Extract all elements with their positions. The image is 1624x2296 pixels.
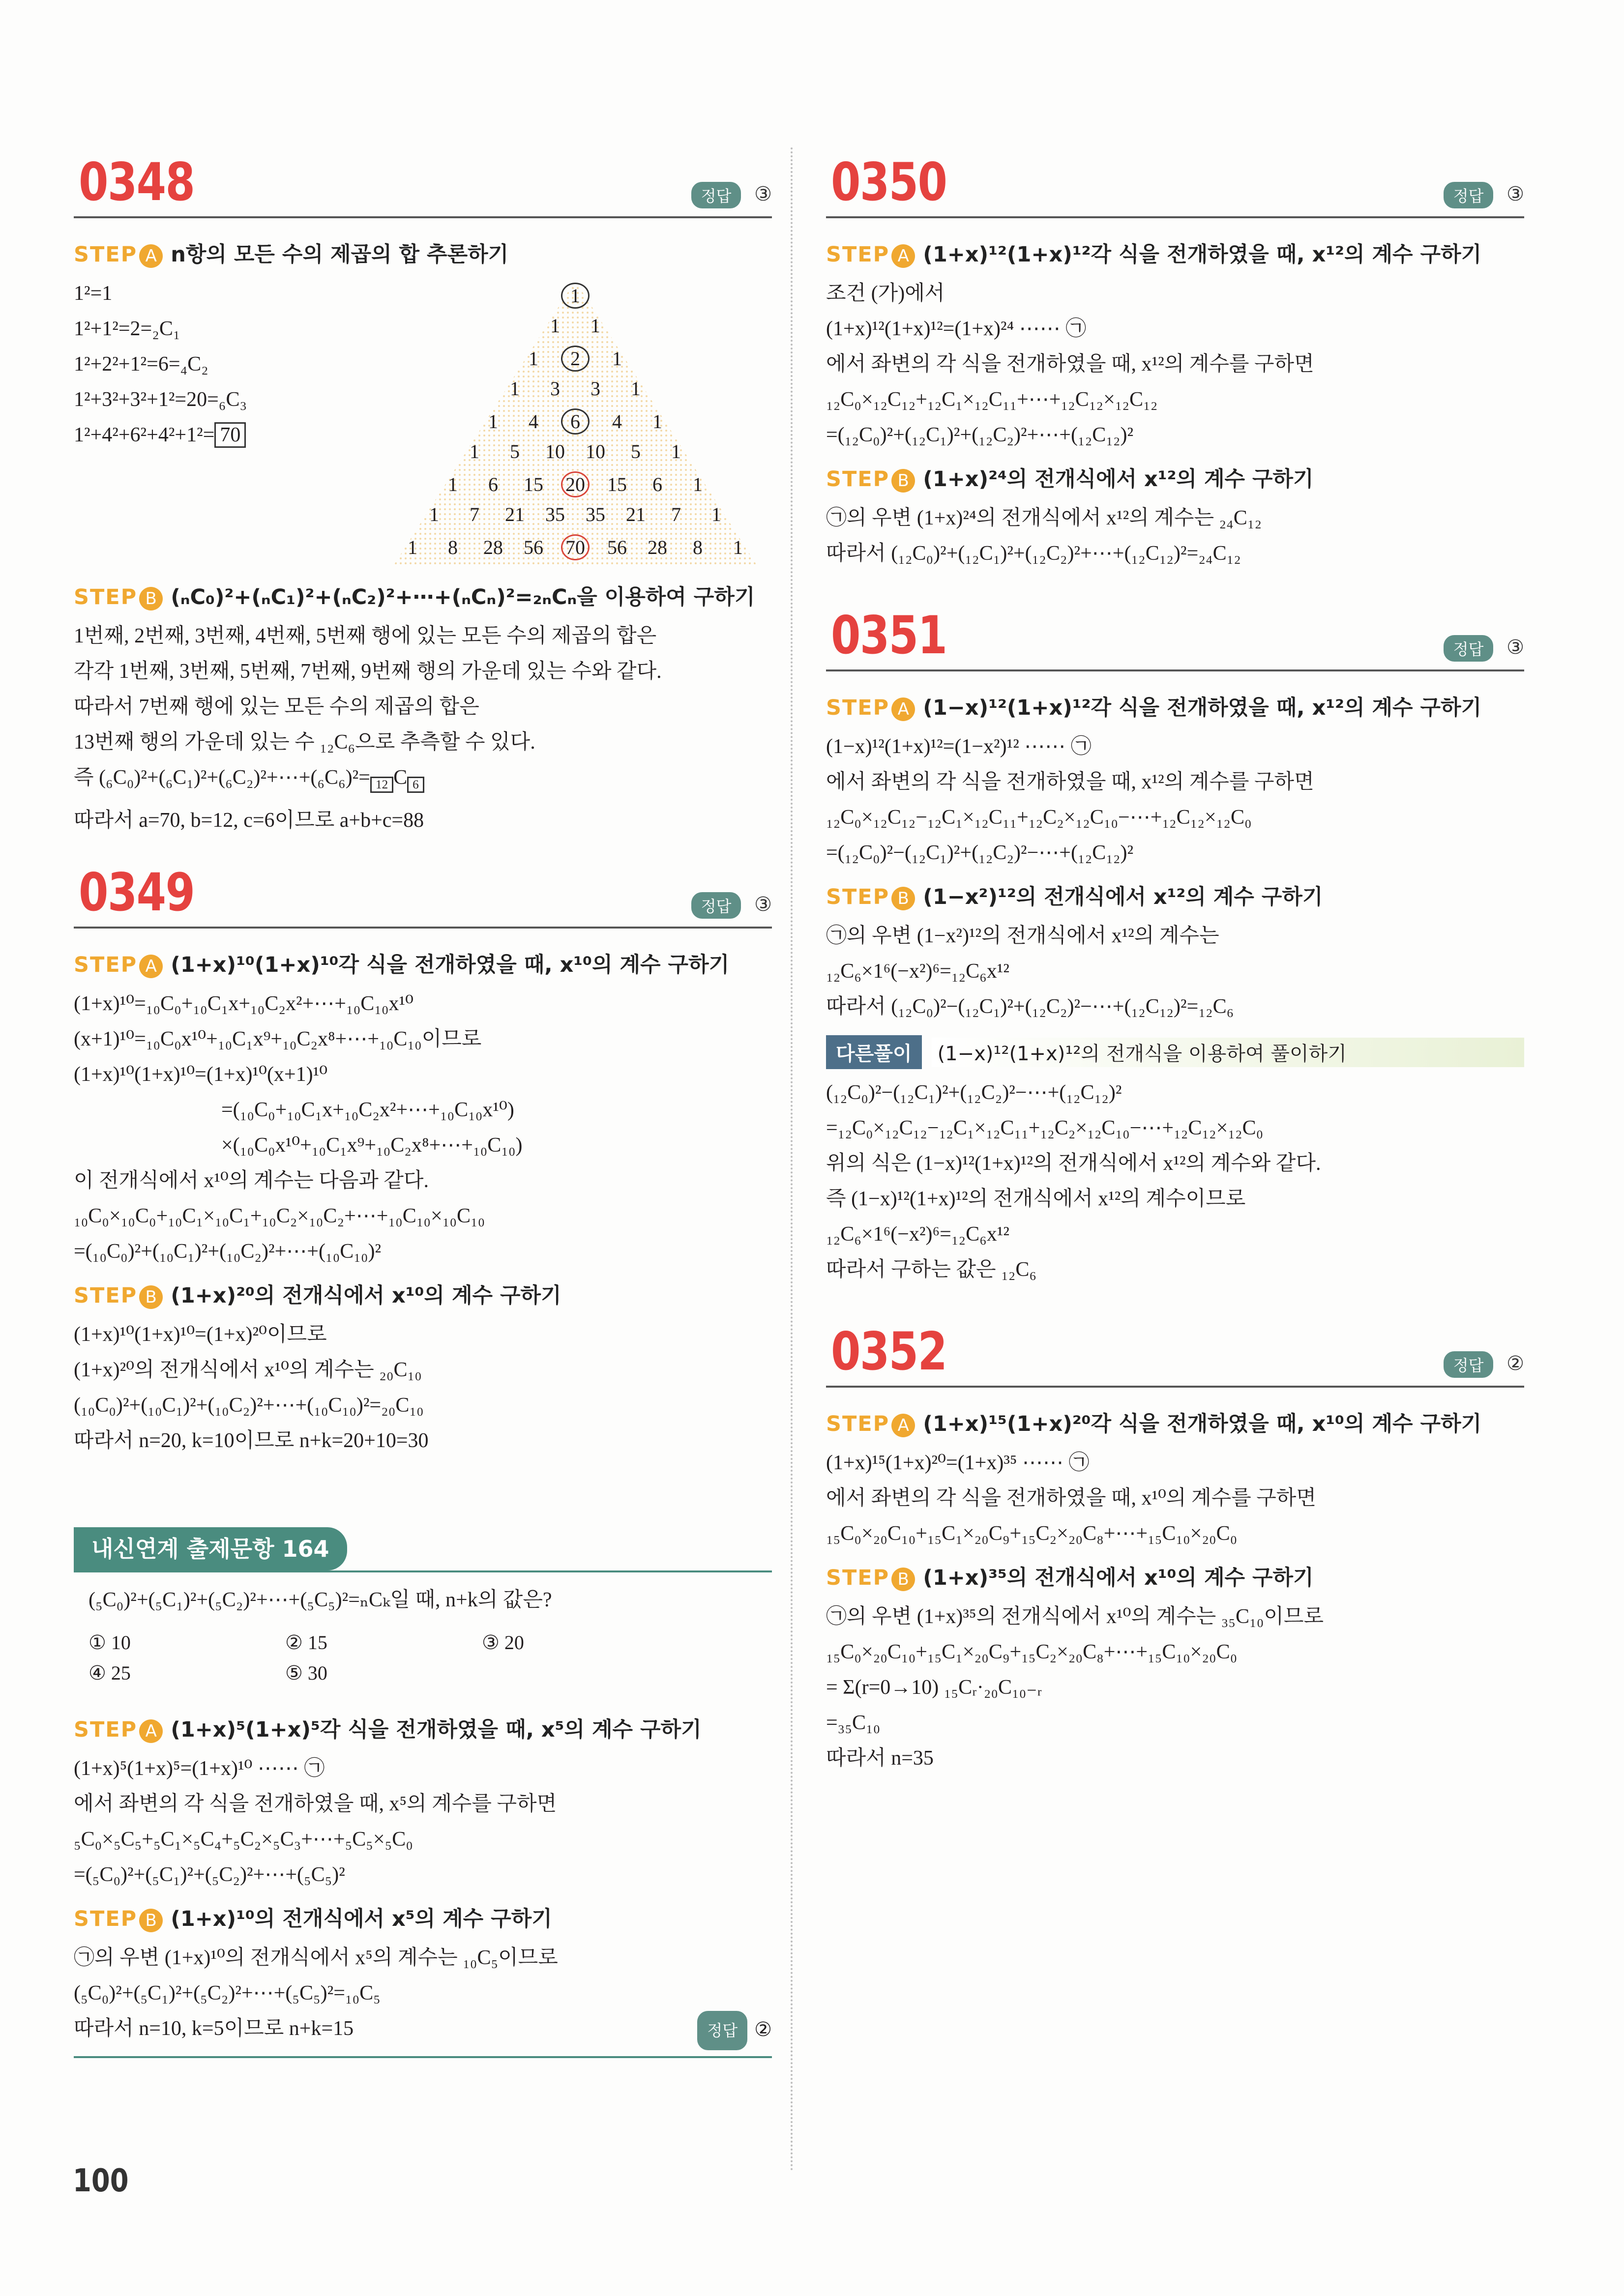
solution-line: =(₁₀C₀)²+(₁₀C₁)²+(₁₀C₂)²+⋯+(₁₀C₁₀)² [74, 1240, 382, 1263]
answer-indicator [691, 892, 772, 919]
step-tag: STEP [74, 1283, 138, 1308]
answer-badge: 정답 [697, 2011, 747, 2050]
step-b-heading [74, 581, 772, 610]
square-sum-text: 1²+4²+6²+4²+1²= [74, 424, 215, 446]
choice-5: ⑤ 30 [285, 1662, 327, 1685]
answer-badge: 정답 [691, 182, 741, 208]
step-tag: STEP [74, 953, 138, 978]
final-answer-text: 따라서 n=10, k=5이므로 n+k=15 [74, 2017, 354, 2040]
step-letter: A [139, 1719, 163, 1743]
step-tag: STEP [74, 1907, 138, 1932]
step-title: (1+x)¹⁵(1+x)²⁰각 식을 전개하였을 때, x¹⁰의 계수 구하기 [923, 1412, 1482, 1436]
alternative-solution-title: (1−x)¹²(1+x)¹²의 전개식을 이용하여 풀이하기 [932, 1038, 1524, 1067]
answer-badge: 정답 [1444, 182, 1494, 208]
square-sum-text: 1²=1 [74, 282, 113, 305]
final-answer-line: 따라서 n=20, k=10이므로 n+k=20+10=30 [74, 1429, 429, 1453]
triangle-entry: 1 [429, 503, 439, 525]
solution-line: ₁₅C₀×₂₀C₁₀+₁₅C₁×₂₀C₉+₁₅C₂×₂₀C₈+⋯+₁₅C₁₀×₂₀C₀ [826, 1522, 1238, 1545]
step-tag: STEP [74, 242, 138, 267]
solution-line: 에서 좌변의 각 식을 전개하였을 때, x¹²의 계수를 구하면 [826, 771, 1314, 793]
step-a-heading [74, 1713, 772, 1743]
pascal-triangle [388, 276, 762, 571]
problem-number: 0349 [79, 862, 195, 923]
triangle-row [388, 534, 762, 560]
problem-number: 0348 [79, 152, 195, 212]
related-question: (₅C₀)²+(₅C₁)²+(₅C₂)²+⋯+(₅C₅)²=ₙCₖ일 때, n+k의 값은? [89, 1589, 552, 1612]
solution-line: 에서 좌변의 각 식을 전개하였을 때, x¹⁰의 계수를 구하면 [826, 1487, 1316, 1510]
alternative-solution-heading [826, 1035, 1524, 1069]
triangle-entry: 8 [448, 536, 458, 558]
triangle-entry: 70 [561, 534, 590, 560]
triangle-entry: 1 [612, 348, 622, 370]
solution-line [74, 760, 772, 803]
related-problem-label: 내신연계 출제문항 164 [74, 1527, 347, 1570]
solution-line: =(₁₂C₀)²+(₁₂C₁)²+(₁₂C₂)²+⋯+(₁₂C₁₂)² [826, 424, 1134, 446]
final-answer-line: 따라서 a=70, b=12, c=6이므로 a+b+c=88 [74, 809, 424, 832]
answer-indicator [697, 2011, 772, 2050]
answer-indicator [691, 182, 772, 208]
related-problem-box [74, 1527, 772, 2058]
step-letter: B [891, 887, 915, 910]
step-b-heading [74, 1902, 772, 1932]
choice-4: ④ 25 [89, 1662, 131, 1685]
step-title: (1+x)⁵(1+x)⁵각 식을 전개하였을 때, x⁵의 계수 구하기 [171, 1717, 702, 1743]
problem-header [74, 147, 772, 218]
solution-line: (1+x)⁵(1+x)⁵=(1+x)¹⁰ ⋯⋯ ㉠ [74, 1757, 325, 1780]
triangle-entry: 4 [612, 410, 622, 433]
triangle-entry: 1 [561, 283, 590, 309]
triangle-entry: 1 [693, 473, 703, 495]
alternative-solution-label: 다른풀이 [826, 1035, 922, 1069]
triangle-entry: 35 [545, 503, 565, 525]
triangle-section [74, 276, 772, 571]
step-title: (1+x)¹⁰의 전개식에서 x⁵의 계수 구하기 [171, 1907, 552, 1932]
answer-badge: 정답 [691, 892, 741, 919]
step-a-heading [826, 238, 1524, 268]
step-tag: STEP [74, 1717, 138, 1743]
triangle-entry: 1 [488, 410, 498, 433]
solution-line: ㉠의 우변 (1+x)²⁴의 전개식에서 x¹²의 계수는 ₂₄C₁₂ [826, 507, 1262, 529]
triangle-entry: 1 [652, 410, 662, 433]
step-letter: A [139, 244, 163, 268]
step-title: n항의 모든 수의 제곱의 합 추론하기 [171, 242, 509, 267]
step-title: (1+x)³⁵의 전개식에서 x¹⁰의 계수 구하기 [923, 1566, 1314, 1590]
solution-line: (1−x)¹²(1+x)¹²=(1−x²)¹² ⋯⋯ ㉠ [826, 735, 1092, 758]
answer-indicator [1444, 1351, 1524, 1378]
answer-value: ③ [1506, 636, 1524, 659]
solution-line: (₁₀C₀)²+(₁₀C₁)²+(₁₀C₂)²+⋯+(₁₀C₁₀)²=₂₀C₁₀ [74, 1394, 424, 1417]
solution-line: ㉠의 우변 (1+x)¹⁰의 전개식에서 x⁵의 계수는 ₁₀C₅이므로 [74, 1947, 558, 1970]
triangle-entry: 56 [607, 536, 627, 558]
step-b-heading [826, 463, 1524, 493]
triangle-entry: 28 [483, 536, 503, 558]
answer-badge: 정답 [1444, 635, 1494, 662]
triangle-entry: 1 [711, 503, 721, 525]
choice-1: ① 10 [89, 1631, 131, 1654]
triangle-entry: 4 [529, 410, 538, 433]
step-title: (ₙC₀)²+(ₙC₁)²+(ₙC₂)²+⋯+(ₙCₙ)²=₂ₙCₙ을 이용하여 구하기 [171, 585, 755, 610]
step-title: (1−x²)¹²의 전개식에서 x¹²의 계수 구하기 [923, 885, 1323, 909]
column-separator [791, 147, 793, 2173]
triangle-entry: 7 [671, 503, 681, 525]
solution-line: ㉠의 우변 (1−x²)¹²의 전개식에서 x¹²의 계수는 [826, 925, 1219, 947]
triangle-row [388, 283, 762, 309]
boxed-value: 12 [370, 777, 393, 793]
triangle-entry: 1 [671, 440, 681, 463]
step-letter: B [139, 587, 163, 610]
problem-0349 [74, 858, 772, 1458]
step-title: (1−x)¹²(1+x)¹²각 식을 전개하였을 때, x¹²의 계수 구하기 [923, 696, 1482, 720]
solution-line: ₁₂C₀×₁₂C₁₂+₁₂C₁×₁₂C₁₁+⋯+₁₂C₁₂×₁₂C₁₂ [826, 388, 1158, 411]
choice-2: ② 15 [285, 1631, 327, 1654]
step-b-heading [74, 1279, 772, 1309]
page-number: 100 [73, 2163, 129, 2199]
problem-number: 0352 [831, 1321, 947, 1382]
solution-line: ₁₂C₆×1⁶(−x²)⁶=₁₂C₆x¹² [826, 1223, 1009, 1246]
step-title: (1+x)²⁴의 전개식에서 x¹²의 계수 구하기 [923, 467, 1314, 492]
triangle-row [388, 503, 762, 526]
left-column [74, 147, 772, 2058]
triangle-entry: 6 [652, 473, 662, 495]
problem-header [826, 601, 1524, 671]
solution-line: (₅C₀)²+(₅C₁)²+(₅C₂)²+⋯+(₅C₅)²=₁₀C₅ [74, 1982, 381, 2005]
equation-text: C [393, 766, 408, 789]
answer-value: ③ [754, 183, 772, 205]
boxed-value: 6 [407, 777, 424, 793]
problem-number: 0350 [831, 152, 947, 212]
triangle-entry: 1 [529, 348, 538, 370]
triangle-entry: 28 [648, 536, 667, 558]
triangle-entry: 15 [607, 473, 627, 495]
solution-line: 이 전개식에서 x¹⁰의 계수는 다음과 같다. [74, 1169, 429, 1192]
solution-line: ₁₅C₀×₂₀C₁₀+₁₅C₁×₂₀C₉+₁₅C₂×₂₀C₈+⋯+₁₅C₁₀×₂₀C₀ [826, 1641, 1238, 1663]
triangle-entry: 1 [470, 440, 479, 463]
triangle-row [388, 377, 762, 400]
triangle-entry: 10 [586, 440, 605, 463]
step-a-heading [74, 948, 772, 978]
solution-line: =(₁₀C₀+₁₀C₁x+₁₀C₂x²+⋯+₁₀C₁₀x¹⁰) [221, 1099, 514, 1122]
triangle-entry: 5 [510, 440, 520, 463]
final-answer-line: 따라서 (₁₂C₀)²−(₁₂C₁)²+(₁₂C₂)²−⋯+(₁₂C₁₂)²=₁₂C₆ [826, 995, 1234, 1018]
triangle-entry: 1 [510, 378, 520, 400]
related-problem-header [74, 1527, 772, 1572]
step-letter: A [891, 698, 915, 721]
solution-line: (1+x)¹²(1+x)¹²=(1+x)²⁴ ⋯⋯ ㉠ [826, 318, 1087, 340]
triangle-entry: 21 [626, 503, 646, 525]
solution-line: 따라서 7번째 행에 있는 모든 수의 제곱의 합은 [74, 696, 479, 718]
solution-line: ₅C₀×₅C₅+₅C₁×₅C₄+₅C₂×₅C₃+⋯+₅C₅×₅C₀ [74, 1828, 413, 1851]
summation-line: = Σ(r=0→10) ₁₅Cᵣ·₂₀C₁₀₋ᵣ [826, 1676, 1042, 1699]
step-tag: STEP [826, 696, 890, 720]
equation-text: 즉 (₆C₀)²+(₆C₁)²+(₆C₂)²+⋯+(₆C₆)²= [74, 766, 370, 789]
answer-value: ③ [754, 893, 772, 916]
final-answer-line: 따라서 (₁₂C₀)²+(₁₂C₁)²+(₁₂C₂)²+⋯+(₁₂C₁₂)²=₂₄C₁₂ [826, 542, 1241, 565]
triangle-row [388, 314, 762, 337]
step-tag: STEP [826, 242, 890, 267]
solution-line: (1+x)¹⁵(1+x)²⁰=(1+x)³⁵ ⋯⋯ ㉠ [826, 1452, 1090, 1474]
solution-line: ㉠의 우변 (1+x)³⁵의 전개식에서 x¹⁰의 계수는 ₃₅C₁₀이므로 [826, 1605, 1324, 1628]
square-sum-text: 1²+1²=2=₂C₁ [74, 318, 180, 340]
step-letter: B [139, 1285, 163, 1309]
triangle-entry: 56 [524, 536, 543, 558]
final-answer-line [74, 2011, 772, 2046]
step-tag: STEP [826, 467, 890, 492]
triangle-entry: 10 [545, 440, 565, 463]
triangle-entry: 35 [586, 503, 605, 525]
triangle-entry: 1 [408, 536, 417, 558]
solution-line: (₁₂C₀)²−(₁₂C₁)²+(₁₂C₂)²−⋯+(₁₂C₁₂)² [826, 1081, 1122, 1104]
final-answer-line: 따라서 구하는 값은 ₁₂C₆ [826, 1258, 1037, 1281]
solution-line: (1+x)¹⁰=₁₀C₀+₁₀C₁x+₁₀C₂x²+⋯+₁₀C₁₀x¹⁰ [74, 992, 413, 1016]
step-title: (1+x)²⁰의 전개식에서 x¹⁰의 계수 구하기 [171, 1283, 561, 1308]
problem-0352 [826, 1317, 1524, 1776]
triangle-entry: 5 [631, 440, 641, 463]
solution-line: 에서 좌변의 각 식을 전개하였을 때, x¹²의 계수를 구하면 [826, 353, 1314, 376]
solution-line: 각각 1번째, 3번째, 5번째, 7번째, 9번째 행의 가운데 있는 수와 같다. [74, 660, 662, 683]
solution-line: =(₅C₀)²+(₅C₁)²+(₅C₂)²+⋯+(₅C₅)² [74, 1863, 345, 1887]
solution-line: 1번째, 2번째, 3번째, 4번째, 5번째 행에 있는 모든 수의 제곱의 합은 [74, 625, 657, 647]
answer-choices [74, 1628, 772, 1688]
answer-value: ② [754, 2018, 772, 2041]
solution-line: 조건 (가)에서 [826, 282, 945, 305]
solution-line: 13번째 행의 가운데 있는 수 ₁₂C₆으로 추측할 수 있다. [74, 731, 535, 754]
answer-value: ③ [1506, 183, 1524, 205]
step-a-heading [74, 238, 772, 268]
solution-line: 위의 식은 (1−x)¹²(1+x)¹²의 전개식에서 x¹²의 계수와 같다. [826, 1152, 1321, 1175]
answer-indicator [1444, 635, 1524, 662]
triangle-entry: 6 [488, 473, 498, 495]
step-letter: A [891, 244, 915, 268]
solution-line: =₃₅C₁₀ [826, 1712, 881, 1734]
triangle-entry: 20 [561, 471, 590, 497]
problem-number: 0351 [831, 605, 947, 666]
solution-line: ₁₀C₀×₁₀C₀+₁₀C₁×₁₀C₁+₁₀C₂×₁₀C₂+⋯+₁₀C₁₀×₁₀C₁₀ [74, 1205, 485, 1228]
solution-line: (1+x)¹⁰(1+x)¹⁰=(1+x)¹⁰(x+1)¹⁰ [74, 1063, 328, 1086]
solution-line: =(₁₂C₀)²−(₁₂C₁)²+(₁₂C₂)²−⋯+(₁₂C₁₂)² [826, 842, 1134, 864]
solution-line: (1+x)²⁰의 전개식에서 x¹⁰의 계수는 ₂₀C₁₀ [74, 1359, 422, 1382]
step-a-heading [826, 691, 1524, 721]
solution-line: (1+x)¹⁰(1+x)¹⁰=(1+x)²⁰이므로 [74, 1323, 327, 1346]
step-tag: STEP [74, 585, 138, 610]
triangle-entry: 1 [631, 378, 641, 400]
final-answer-line: 따라서 n=35 [826, 1747, 934, 1770]
triangle-row [388, 440, 762, 463]
step-letter: B [891, 469, 915, 493]
triangle-entry: 21 [505, 503, 525, 525]
triangle-entry: 1 [733, 536, 743, 558]
related-problem-bottom-rule [74, 2056, 772, 2058]
problem-0351 [826, 601, 1524, 1287]
answer-value: ② [1506, 1352, 1524, 1375]
solution-line: 즉 (1−x)¹²(1+x)¹²의 전개식에서 x¹²의 계수이므로 [826, 1188, 1246, 1210]
answer-indicator [1444, 182, 1524, 208]
step-tag: STEP [826, 885, 890, 909]
step-title: (1+x)¹²(1+x)¹²각 식을 전개하였을 때, x¹²의 계수 구하기 [923, 242, 1482, 267]
triangle-entry: 3 [591, 378, 600, 400]
step-tag: STEP [826, 1566, 890, 1590]
step-letter: B [891, 1568, 915, 1591]
step-title: (1+x)¹⁰(1+x)¹⁰각 식을 전개하였을 때, x¹⁰의 계수 구하기 [171, 953, 730, 978]
step-letter: A [139, 955, 163, 978]
triangle-entry: 1 [591, 315, 600, 337]
step-b-heading [826, 880, 1524, 910]
solution-line: 에서 좌변의 각 식을 전개하였을 때, x⁵의 계수를 구하면 [74, 1793, 557, 1816]
problem-header [826, 1317, 1524, 1388]
triangle-entry: 8 [693, 536, 703, 558]
triangle-entry: 6 [561, 408, 590, 435]
triangle-entry: 1 [550, 315, 560, 337]
solution-line: ×(₁₀C₀x¹⁰+₁₀C₁x⁹+₁₀C₂x⁸+⋯+₁₀C₁₀) [221, 1134, 523, 1157]
square-sum-text: 1²+2²+1²=6=₄C₂ [74, 353, 208, 376]
triangle-entry: 1 [448, 473, 458, 495]
step-tag: STEP [826, 1412, 890, 1436]
triangle-row [388, 408, 762, 435]
solution-line: ₁₂C₀×₁₂C₁₂−₁₂C₁×₁₂C₁₁+₁₂C₂×₁₂C₁₀−⋯+₁₂C₁₂×₁₂C₀ [826, 806, 1252, 829]
triangle-row [388, 346, 762, 372]
step-a-heading [826, 1407, 1524, 1437]
triangle-entry: 3 [550, 378, 560, 400]
step-letter: B [139, 1909, 163, 1932]
triangle-entry: 7 [470, 503, 479, 525]
right-column [826, 147, 1524, 1791]
boxed-sum: 70 [214, 422, 246, 448]
solution-line: ₁₂C₆×1⁶(−x²)⁶=₁₂C₆x¹² [826, 960, 1009, 983]
problem-0348 [74, 147, 772, 838]
solution-line: =₁₂C₀×₁₂C₁₂−₁₂C₁×₁₂C₁₁+₁₂C₂×₁₂C₁₀−⋯+₁₂C₁₂×₁₂C₀ [826, 1117, 1264, 1139]
problem-header [826, 147, 1524, 218]
triangle-entry: 2 [561, 346, 590, 372]
step-letter: A [891, 1414, 915, 1437]
choice-3: ③ 20 [482, 1631, 524, 1654]
answer-badge: 정답 [1444, 1351, 1494, 1378]
step-b-heading [826, 1561, 1524, 1591]
problem-0350 [826, 147, 1524, 571]
square-sum-text: 1²+3²+3²+1²=20=₆C₃ [74, 388, 247, 411]
solution-line: (x+1)¹⁰=₁₀C₀x¹⁰+₁₀C₁x⁹+₁₀C₂x⁸+⋯+₁₀C₁₀이므로 [74, 1028, 482, 1051]
problem-header [74, 858, 772, 929]
triangle-entry: 15 [524, 473, 543, 495]
triangle-row [388, 471, 762, 497]
